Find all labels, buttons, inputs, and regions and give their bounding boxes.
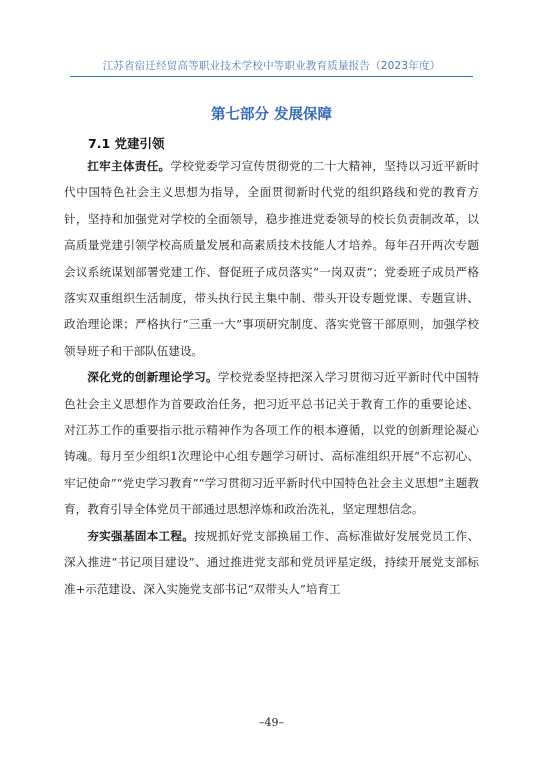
paragraph-theory-study — [64, 364, 479, 522]
header-divider — [70, 76, 473, 77]
paragraph-lead: 扛牢主体责任。 — [87, 159, 171, 173]
paragraph-text: 按规抓好党支部换届工作、高标准做好发展党员工作、深入推进“书记项目建设”、通过推进党支部和党员评星定级，持续开展党支部标准+示范建设、深入实施党支部书记“双带头人”培育工 — [64, 528, 479, 596]
part-title: 第七部分 发展保障 — [210, 107, 333, 123]
page-number: –49– — [259, 716, 284, 729]
paragraph-party-responsibility — [64, 153, 479, 364]
section-title: 7.1 党建引领 — [88, 136, 165, 151]
paragraph-foundation-project — [64, 523, 479, 602]
body-text — [64, 153, 479, 602]
running-header: 江苏省宿迁经贸高等职业技术学校中等职业教育质量报告（2023年度） — [102, 60, 441, 72]
paragraph-text: 学校党委学习宣传贯彻党的二十大精神，坚持以习近平新时代中国特色社会主义思想为指导，全面贯彻新时代党的组织路线和党的教育方针，坚持和加强党对学校的全面领导，稳步推进党委领导的校长负责制改革，以高质量党建引领学校高质量发展和高素质技术技能人才培养。每年召开两次专题会议系统谋划部署党建工作、督促班子成员落实“一岗双责”；党委班子成员严格落实双重组织生活制度，带头执行民主集中制、带头开设专题党课、专题宣讲、政治理论课；严格执行“三重一大”事项研究制度、落实党管干部原则，加强学校领导班子和干部队伍建设。 — [64, 159, 479, 358]
paragraph-lead: 深化党的创新理论学习。 — [87, 370, 218, 385]
paragraph-text: 学校党委坚持把深入学习贯彻习近平新时代中国特色社会主义思想作为首要政治任务，把习近平总书记关于教育工作的重要论述、对江苏工作的重要指示批示精神作为各项工作的根本遵循，以党的创新理论凝心铸魂。每月至少组织1次理论中心组专题学习研讨、高标准组织开展“不忘初心、牢记使命”“党史学习教育”“学习贯彻习近平新时代中国特色社会主义思想”主题教育，教育引导全体党员干部通过思想淬炼和政治洗礼，坚定理想信念。 — [64, 370, 479, 517]
paragraph-lead: 夯实强基固本工程。 — [87, 528, 195, 543]
